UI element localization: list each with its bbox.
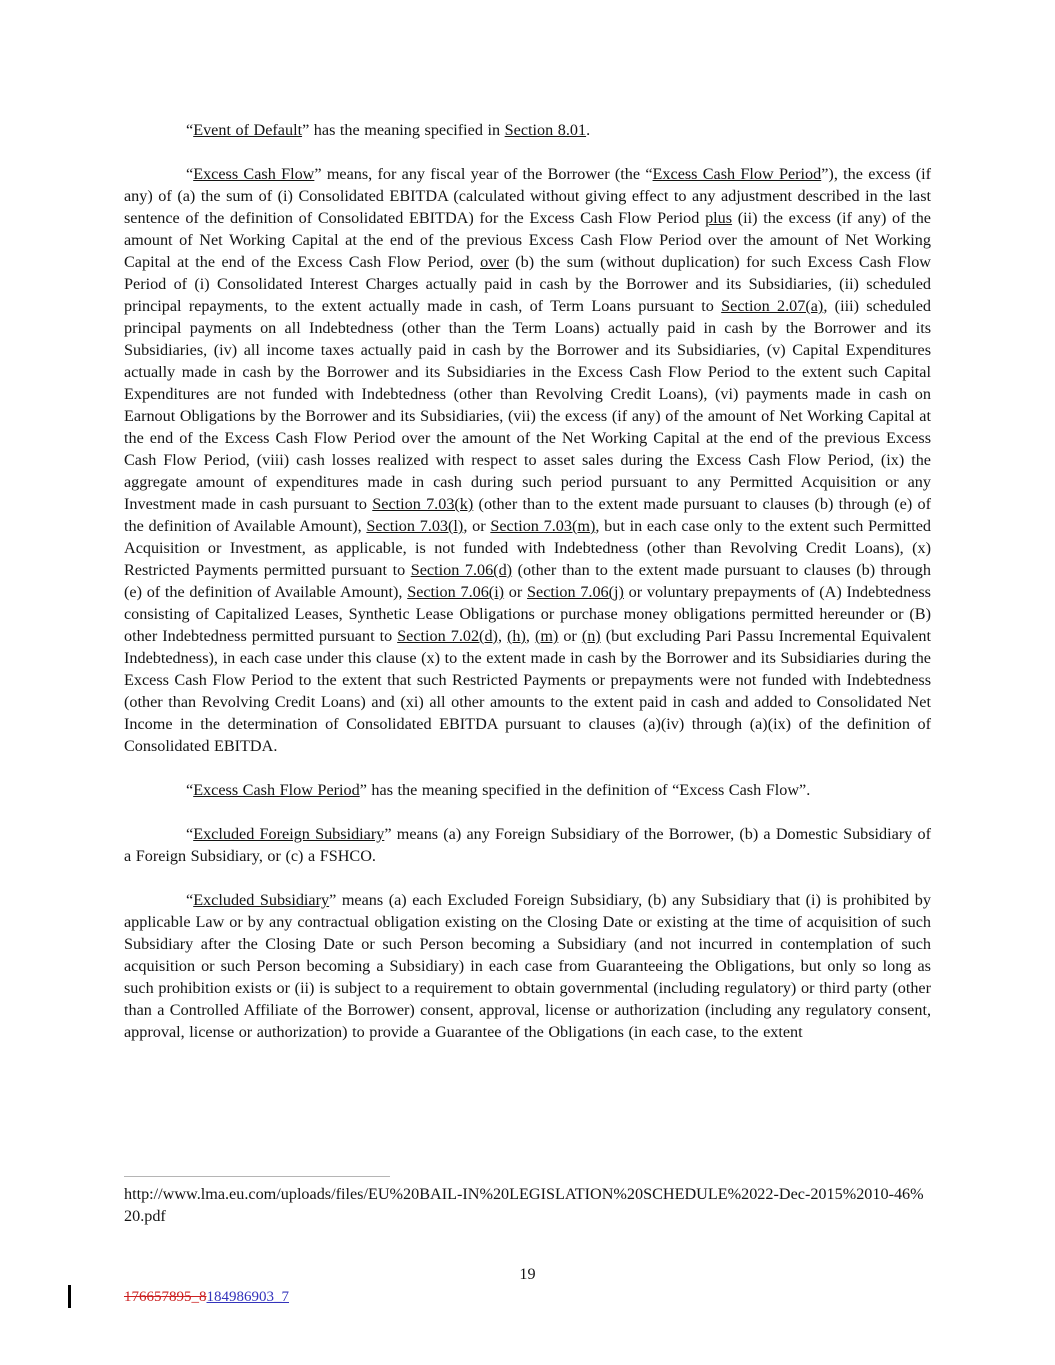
text-segment: (b) the sum (without duplication) for such Excess Cash Flow Period of (i) Consolidated Interest Charges actually paid in cash by the Borrower and its Subsidiaries, (ii) scheduled principal repayments, to the extent actually made in cash, of Term Loans pursuant to [124,253,931,315]
text-segment: ” means (a) each Excluded Foreign Subsidiary, (b) any Subsidiary that (i) is prohibited by applicable Law or by any contractual obligation existing on the Closing Date or existing at the time of acquisition of such Subsidiary after the Closing Date or such Person becoming a Subsidiary (and not incurred in contemplation of such acquisition or such Person becoming a Subsidiary) in each case from Guaranteeing the Obligations, but only so long as such prohibition exists or (ii) is subject to a requirement to obtain governmental (including regulatory) or third party (other than a Controlled Affiliate of the Borrower) consent, approval, license or authorization (including any regulatory consent, approval, license or authorization) to provide a Guarantee of the Obligations (in each case, to the extent [124,891,931,1041]
underlined-term: over [480,253,509,271]
change-bar [68,1285,71,1308]
document-id [124,1287,289,1307]
underlined-term: Section 2.07(a) [721,297,824,315]
underlined-term: Section 7.06(j) [527,583,624,601]
underlined-term: Excess Cash Flow [193,165,315,183]
text-segment: (but excluding Pari Passu Incremental Equivalent Indebtedness), in each case under this clause (x) to the extent made in cash by the Borrower and its Subsidiaries during the Excess Cash Flow Period to the extent that such Restricted Payments or prepayments were not funded with Indebtedness (other than Revolving Credit Loans) and (xi) all other amounts to the extent paid in cash and added to Consolidated Net Income in the determination of Consolidated EBITDA pursuant to clauses (a)(iv) through (a)(ix) of the definition of Consolidated EBITDA. [124,627,932,755]
text-segment: or [558,627,582,645]
text-segment: (other than to the extent made pursuant to clauses (b) through (e) of the definition of Available Amount), [124,495,931,535]
text-segment: or [504,583,528,601]
text-segment: “ [186,121,194,139]
paragraph-definition-excess-cash-flow-period [124,779,931,801]
underlined-term: Excess Cash Flow Period [193,781,360,799]
underlined-term: (m) [534,627,559,645]
underlined-term: (n) [581,627,601,645]
underlined-term: Section 7.03(k) [372,495,474,513]
text-segment: (other than to the extent made pursuant to clauses (b) through (e) of the definition of Available Amount), [124,561,931,601]
text-segment: , but in each case only to the extent such Permitted Acquisition or Investment, as applicable, is not funded with Indebtedness (other than Revolving Credit Loans), (x) Restricted Payments permitted pursuant to [124,517,931,579]
underlined-term: Event of Default [193,121,303,139]
text-segment: “ [186,891,194,909]
paragraph-definition-event-of-default [124,119,931,141]
underlined-term: Excluded Foreign Subsidiary [193,825,385,843]
underlined-term: Section 7.06(i) [407,583,505,601]
document-id-inserted: 184986903_7 [206,1289,289,1305]
footnote [124,1176,931,1227]
underlined-term: Section 7.03(l) [366,517,464,535]
text-segment: “ [186,165,194,183]
underlined-term: (h) [507,627,526,645]
text-segment: , or [463,517,491,535]
text-segment: ”), the excess (if any) of (a) the sum of (i) Consolidated EBITDA (calculated without giving effect to any adjustment described in the last sentence of the definition of Consolidated EBITDA) for the Excess Cash Flow Period [124,165,932,227]
text-segment: , [525,627,535,645]
underlined-term: Section 7.06(d) [410,561,513,579]
underlined-term: plus [705,209,733,227]
document-body [124,119,931,1065]
footnote-url: http://www.lma.eu.com/uploads/files/EU%20BAIL-IN%20LEGISLATION%20SCHEDULE%2022-Dec-2015%2010-46%20.pdf [124,1185,924,1225]
text-segment: ” has the meaning specified in the definition of “Excess Cash Flow”. [359,781,811,799]
text-segment: , [497,627,507,645]
text-segment: “ [186,825,194,843]
underlined-term: Excluded Subsidiary [193,891,330,909]
underlined-term: Section 7.02(d) [397,627,498,645]
footnote-separator [124,1176,390,1177]
underlined-term: Excess Cash Flow Period [652,165,822,183]
text-segment: . [586,121,591,139]
underlined-term: Section 8.01 [504,121,587,139]
page-number: 19 [519,1265,536,1283]
underlined-term: Section 7.03(m) [490,517,596,535]
paragraph-definition-excluded-foreign-subsidiary [124,823,931,867]
text-segment: , (iii) scheduled principal payments on all Indebtedness (other than the Term Loans) actually paid in cash by the Borrower and its Subsidiaries, (iv) all income taxes actually paid in cash by the Borrower and its Subsidiaries, (v) Capital Expenditures actually made in cash by the Borrower and its Subsidiaries in the Excess Cash Flow Period to the extent such Capital Expenditures are not funded with Indebtedness (other than Revolving Credit Loans), (vi) payments made in cash on Earnout Obligations by the Borrower and its Subsidiaries, (vii) the excess (if any) of the amount of Net Working Capital at the end of the Excess Cash Flow Period over the amount of the Net Working Capital at the end of the previous Excess Cash Flow Period, (viii) cash losses realized with respect to asset sales during the Excess Cash Flow Period, (ix) the aggregate amount of expenditures made in cash during such period pursuant to any Permitted Acquisition or any Investment made in cash pursuant to [124,297,931,513]
text-segment: (ii) the excess (if any) of the amount of Net Working Capital at the end of the previous Excess Cash Flow Period over the amount of Net Working Capital at the end of the Excess Cash Flow Period, [124,209,931,271]
text-segment: or voluntary prepayments of (A) Indebtedness consisting of Capitalized Leases, Synthetic Lease Obligations or purchase money obligations permitted hereunder or (B) other Indebtedness permitted pursuant to [124,583,931,645]
text-segment: ” has the meaning specified in [302,121,505,139]
text-segment: ” means, for any fiscal year of the Borrower (the “ [314,165,653,183]
paragraph-definition-excess-cash-flow [124,163,931,757]
text-segment: ” means (a) any Foreign Subsidiary of the Borrower, (b) a Domestic Subsidiary of a Foreign Subsidiary, or (c) a FSHCO. [124,825,931,865]
paragraph-definition-excluded-subsidiary [124,889,931,1043]
document-id-deleted: 176657895_8 [124,1289,207,1305]
text-segment: “ [186,781,194,799]
